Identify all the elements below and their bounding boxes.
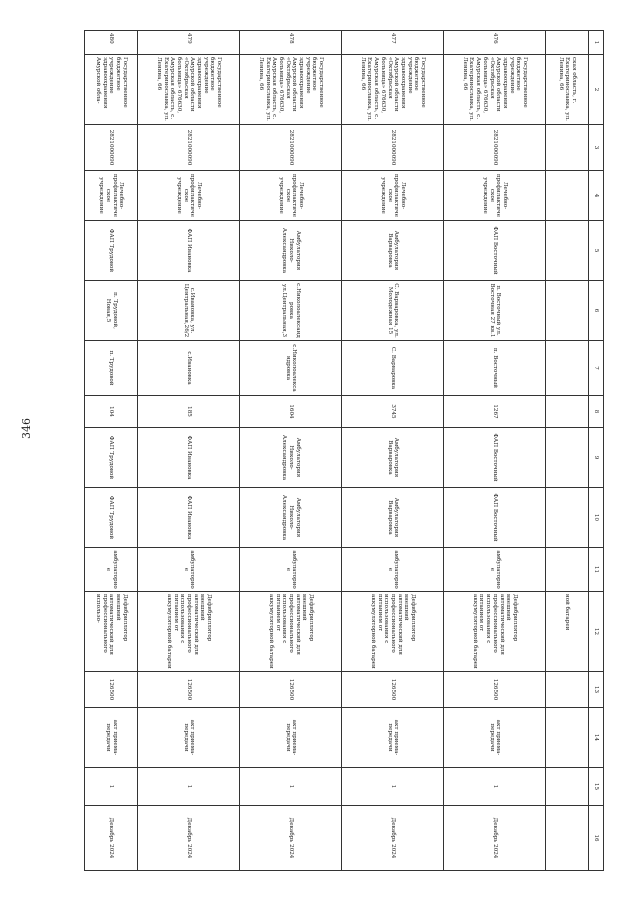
cell-c13: 126500 (342, 672, 444, 708)
column-header: 13 (589, 672, 604, 708)
column-header: 14 (589, 708, 604, 768)
cell-c2: ская область, г. Екатеринославка, ул. Ленина, 66 (546, 55, 589, 125)
cell-c6: с.Николоалександровка ул.Центральная,3 (240, 281, 342, 341)
cell-c1: 480 (85, 31, 138, 55)
cell-c15: 1 (240, 768, 342, 806)
cell-c10: ФАП Восточный (444, 488, 546, 548)
cell-c5: Амбулатория Варваровка (342, 221, 444, 281)
column-header: 12 (589, 592, 604, 672)
cell-c12: Дефибриллятор внешний автоматический для профессионального использования с питанием от аккумуляторной батареи (444, 592, 546, 672)
cell-c12: Дефибриллятор внешний автоматический для профессионального использо- (85, 592, 138, 672)
cell-c4: Лечебно-профилактическое учреждение (138, 171, 240, 221)
column-header: 4 (589, 171, 604, 221)
column-header: 10 (589, 488, 604, 548)
cell-c2: Государственное бюджетное учреждение здравоохранения Амурской обла- (85, 55, 138, 125)
cell-c3: 2821000090 (240, 125, 342, 171)
cell-c1: 477 (342, 31, 444, 55)
cell-c10: Амбулатория Николо-Александровка (240, 488, 342, 548)
cell-c5: ФАП Трудовой (85, 221, 138, 281)
cell-c10: Амбулатория Варваровка (342, 488, 444, 548)
cell-c8: 185 (138, 396, 240, 428)
column-header: 7 (589, 341, 604, 396)
cell-c8: 3745 (342, 396, 444, 428)
cell-c14: акт приема-передачи (240, 708, 342, 768)
cell-c13: 126500 (85, 672, 138, 708)
cell-c1: 476 (444, 31, 546, 55)
cell-c13: 126500 (138, 672, 240, 708)
cell-c3: 2821000090 (85, 125, 138, 171)
cell-c3: 2821000090 (444, 125, 546, 171)
cell-c10: ФАП Трудовой (85, 488, 138, 548)
cell-c15: 1 (342, 768, 444, 806)
column-header: 11 (589, 548, 604, 592)
column-header: 15 (589, 768, 604, 806)
cell-c9: Амбулатория Николо-Александровка (240, 428, 342, 488)
cell-c1: 479 (138, 31, 240, 55)
cell-c2: Государственное бюджетное учреждение здравоохранения Амурской области «Октябрьская больница» 676630, Амурская область, с. Екатеринославка, ул. Ленина, 66 (138, 55, 240, 125)
cell-c4: Лечебно-профилактическое учреждение (85, 171, 138, 221)
cell-c5: ФАП Восточный (444, 221, 546, 281)
cell-c7: с.Ивановка (138, 341, 240, 396)
table-row (342, 31, 444, 871)
column-header: 8 (589, 396, 604, 428)
cell-c16: Декабрь 2024 (240, 806, 342, 871)
cell-c5: Амбулатория Николо-Александровка (240, 221, 342, 281)
table-row (240, 31, 342, 871)
cell-c16: Декабрь 2024 (138, 806, 240, 871)
cell-c12: Дефибриллятор внешний автоматический для профессионального использования с питанием от аккумуляторной батареи (138, 592, 240, 672)
cell-c16: Декабрь 2024 (444, 806, 546, 871)
cell-c9: ФАП Трудовой (85, 428, 138, 488)
column-header: 3 (589, 125, 604, 171)
cell-c6: с.Ивановка, ул. Центральная,26/2 (138, 281, 240, 341)
cell-c15: 1 (444, 768, 546, 806)
cell-c1: 478 (240, 31, 342, 55)
cell-c6: п. Восточный ул. Восточная 27 кв.1 (444, 281, 546, 341)
cell-c3: 2821000090 (342, 125, 444, 171)
table-row (444, 31, 546, 871)
cell-c4: Лечебно-профилактическое учреждение (240, 171, 342, 221)
cell-c8: 1267 (444, 396, 546, 428)
cell-c12: Дефибриллятор внешний автоматический для профессионального использования с питанием от аккумуляторной батареи (342, 592, 444, 672)
cell-c7: с.Николоалександровка (240, 341, 342, 396)
equipment-table (84, 30, 604, 871)
cell-c2: Государственное бюджетное учреждение здравоохранения Амурской области «Октябрьская больница» 676630, Амурская область, с. Екатеринославка, ул. Ленина, 66 (240, 55, 342, 125)
cell-c6: С. Варваровка, ул. Молодежная 15 (342, 281, 444, 341)
column-header: 9 (589, 428, 604, 488)
cell-c9: ФАП Восточный (444, 428, 546, 488)
cell-c16: Декабрь 2024 (342, 806, 444, 871)
cell-c1 (546, 31, 589, 55)
column-header: 16 (589, 806, 604, 871)
cell-c11: амбулаторное (138, 548, 240, 592)
cell-c7: п. Трудовой (85, 341, 138, 396)
cell-c16: Декабрь 2024 (85, 806, 138, 871)
page-number: 346 (20, 418, 33, 439)
column-header: 6 (589, 281, 604, 341)
cell-c9: Амбулатория Варваровка (342, 428, 444, 488)
cell-c8: 104 (85, 396, 138, 428)
cell-c2: Государственное бюджетное учреждение здравоохранения Амурской области «Октябрьская больница» 676630, Амурская область, с. Екатеринославка, ул. Ленина, 66 (444, 55, 546, 125)
cell-c12: Дефибриллятор внешний автоматический для профессионального использования с питанием от аккумуляторной батареи (240, 592, 342, 672)
cell-c2: Государственное бюджетное учреждение здравоохранения Амурской области «Октябрьская больница» 676630, Амурская область, с. Екатеринославка, ул. Ленина, 66 (342, 55, 444, 125)
cell-c13: 126500 (444, 672, 546, 708)
table-row (85, 31, 138, 871)
cell-c9: ФАП Ивановка (138, 428, 240, 488)
cell-c10: ФАП Ивановка (138, 488, 240, 548)
cell-c14: акт приема-передачи (342, 708, 444, 768)
cell-c15: 1 (138, 768, 240, 806)
cell-c11: амбулаторное (240, 548, 342, 592)
rotated-table (84, 30, 604, 870)
column-header: 1 (589, 31, 604, 55)
cell-c11: амбулаторное (444, 548, 546, 592)
cell-c11: амбулаторное (85, 548, 138, 592)
cell-c14: акт приема-передачи (85, 708, 138, 768)
cell-c7: С. Варваровка (342, 341, 444, 396)
continuation-row (546, 31, 589, 871)
cell-c14: акт приема-передачи (138, 708, 240, 768)
column-header: 5 (589, 221, 604, 281)
cell-c4: Лечебно-профилактическое учреждение (342, 171, 444, 221)
cell-c3: 2821000090 (138, 125, 240, 171)
cell-c6: п. Трудовой, Новая,5 (85, 281, 138, 341)
column-header: 2 (589, 55, 604, 125)
header-row (589, 31, 604, 871)
cell-c11: амбулаторное (342, 548, 444, 592)
cell-c12: ной батареи (546, 592, 589, 672)
cell-c15: 1 (85, 768, 138, 806)
cell-c13: 126500 (240, 672, 342, 708)
cell-c4: Лечебно-профилактическое учреждение (444, 171, 546, 221)
table-row (138, 31, 240, 871)
cell-c5: ФАП Ивановка (138, 221, 240, 281)
cell-c8: 1604 (240, 396, 342, 428)
cell-c7: п. Восточный (444, 341, 546, 396)
cell-c14: акт приема-передачи (444, 708, 546, 768)
